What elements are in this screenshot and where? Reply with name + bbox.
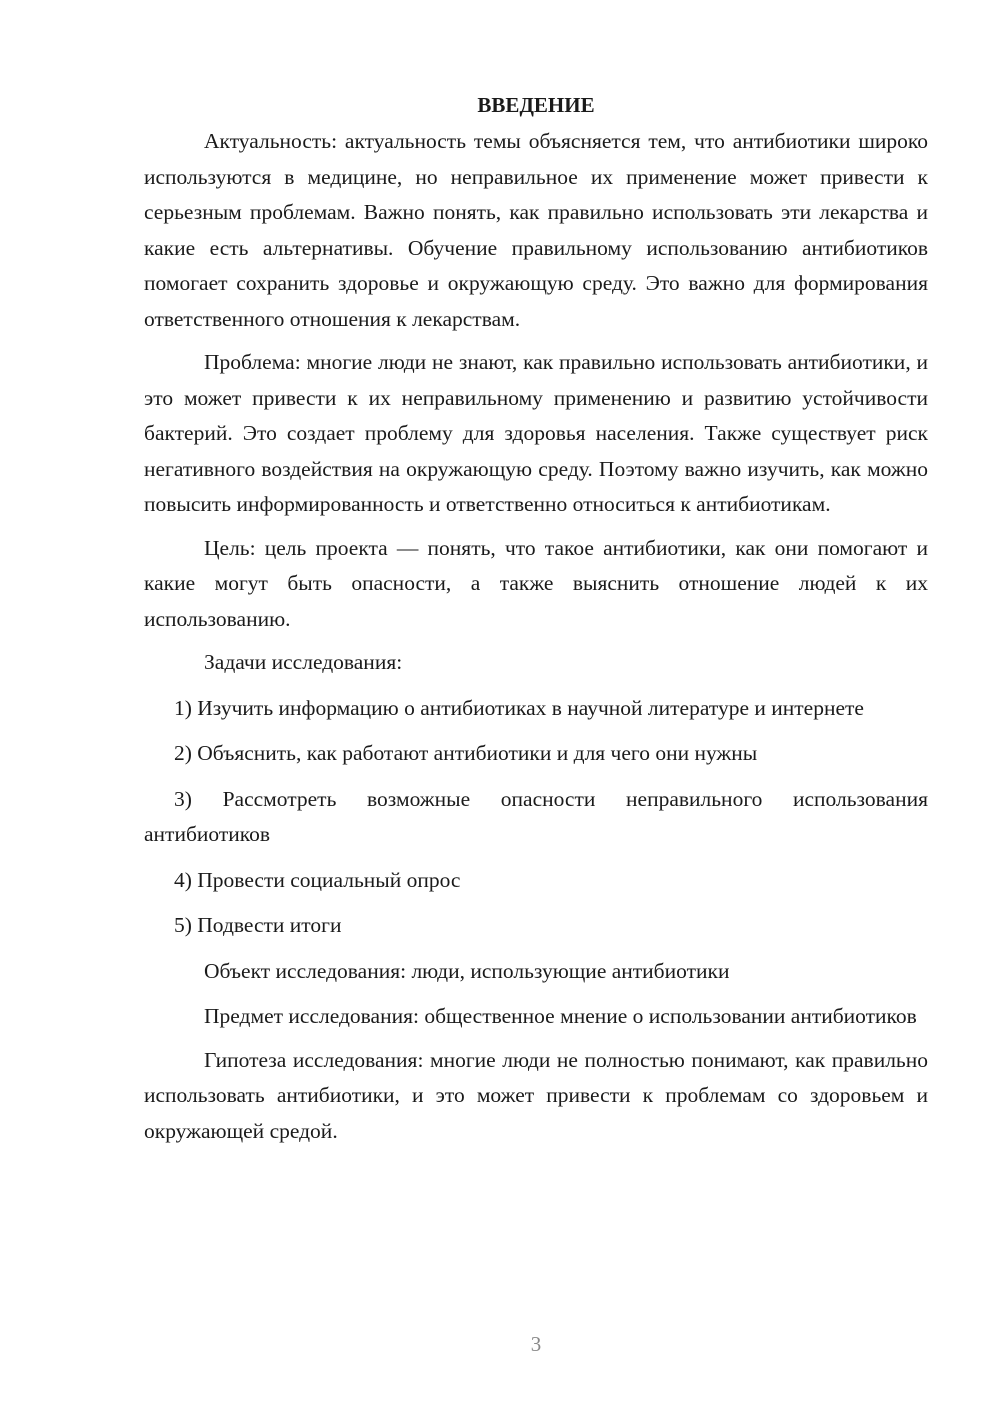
task-item: 5) Подвести итоги <box>174 913 342 937</box>
document-page <box>144 90 928 1157</box>
relevance-paragraph: Актуальность: актуальность темы объясняется тем, что антибиотики широко используются в медицине, но неправильное их применение может привести к серьезным проблемам. Важно понять, как правильно использовать эти лекарства и какие есть альтернативы. Обучение правильному использованию антибиотиков помогает сохранить здоровье и окружающую среду. Это важно для формирования ответственного отношения к лекарствам. <box>144 129 928 331</box>
tasks-heading: Задачи исследования: <box>204 650 403 674</box>
goal-paragraph: Цель: цель проекта — понять, что такое антибиотики, как они помогают и какие могут быть опасности, а также выяснить отношение людей к их использованию. <box>144 535 928 631</box>
research-object: Объект исследования: люди, использующие антибиотики <box>204 958 730 983</box>
research-subject: Предмет исследования: общественное мнение о использовании антибиотиков <box>204 1004 917 1028</box>
task-item: 4) Провести социальный опрос <box>174 867 461 892</box>
task-item: 2) Объяснить, как работают антибиотики и для чего они нужны <box>174 741 758 765</box>
research-hypothesis: Гипотеза исследования: многие люди не полностью понимают, как правильно использовать антибиотики, и это может привести к проблемам со здоровьем и окружающей средой. <box>144 1047 928 1143</box>
problem-paragraph: Проблема: многие люди не знают, как правильно использовать антибиотики, и это может привести к их неправильному применению и развитию устойчивости бактерий. Это создает проблему для здоровья населения. Также существует риск негативного воздействия на окружающую среду. Поэтому важно изучить, как можно повысить информированность и ответственно относиться к антибиотикам. <box>144 350 928 516</box>
section-title: ВВЕДЕНИЕ <box>477 93 595 117</box>
page-number: 3 <box>530 1332 542 1356</box>
tasks-list <box>144 691 928 944</box>
task-item: 3) Рассмотреть возможные опасности неправильного использования антибиотиков <box>144 786 928 846</box>
task-item: 1) Изучить информацию о антибиотиках в научной литературе и интернете <box>174 695 864 720</box>
